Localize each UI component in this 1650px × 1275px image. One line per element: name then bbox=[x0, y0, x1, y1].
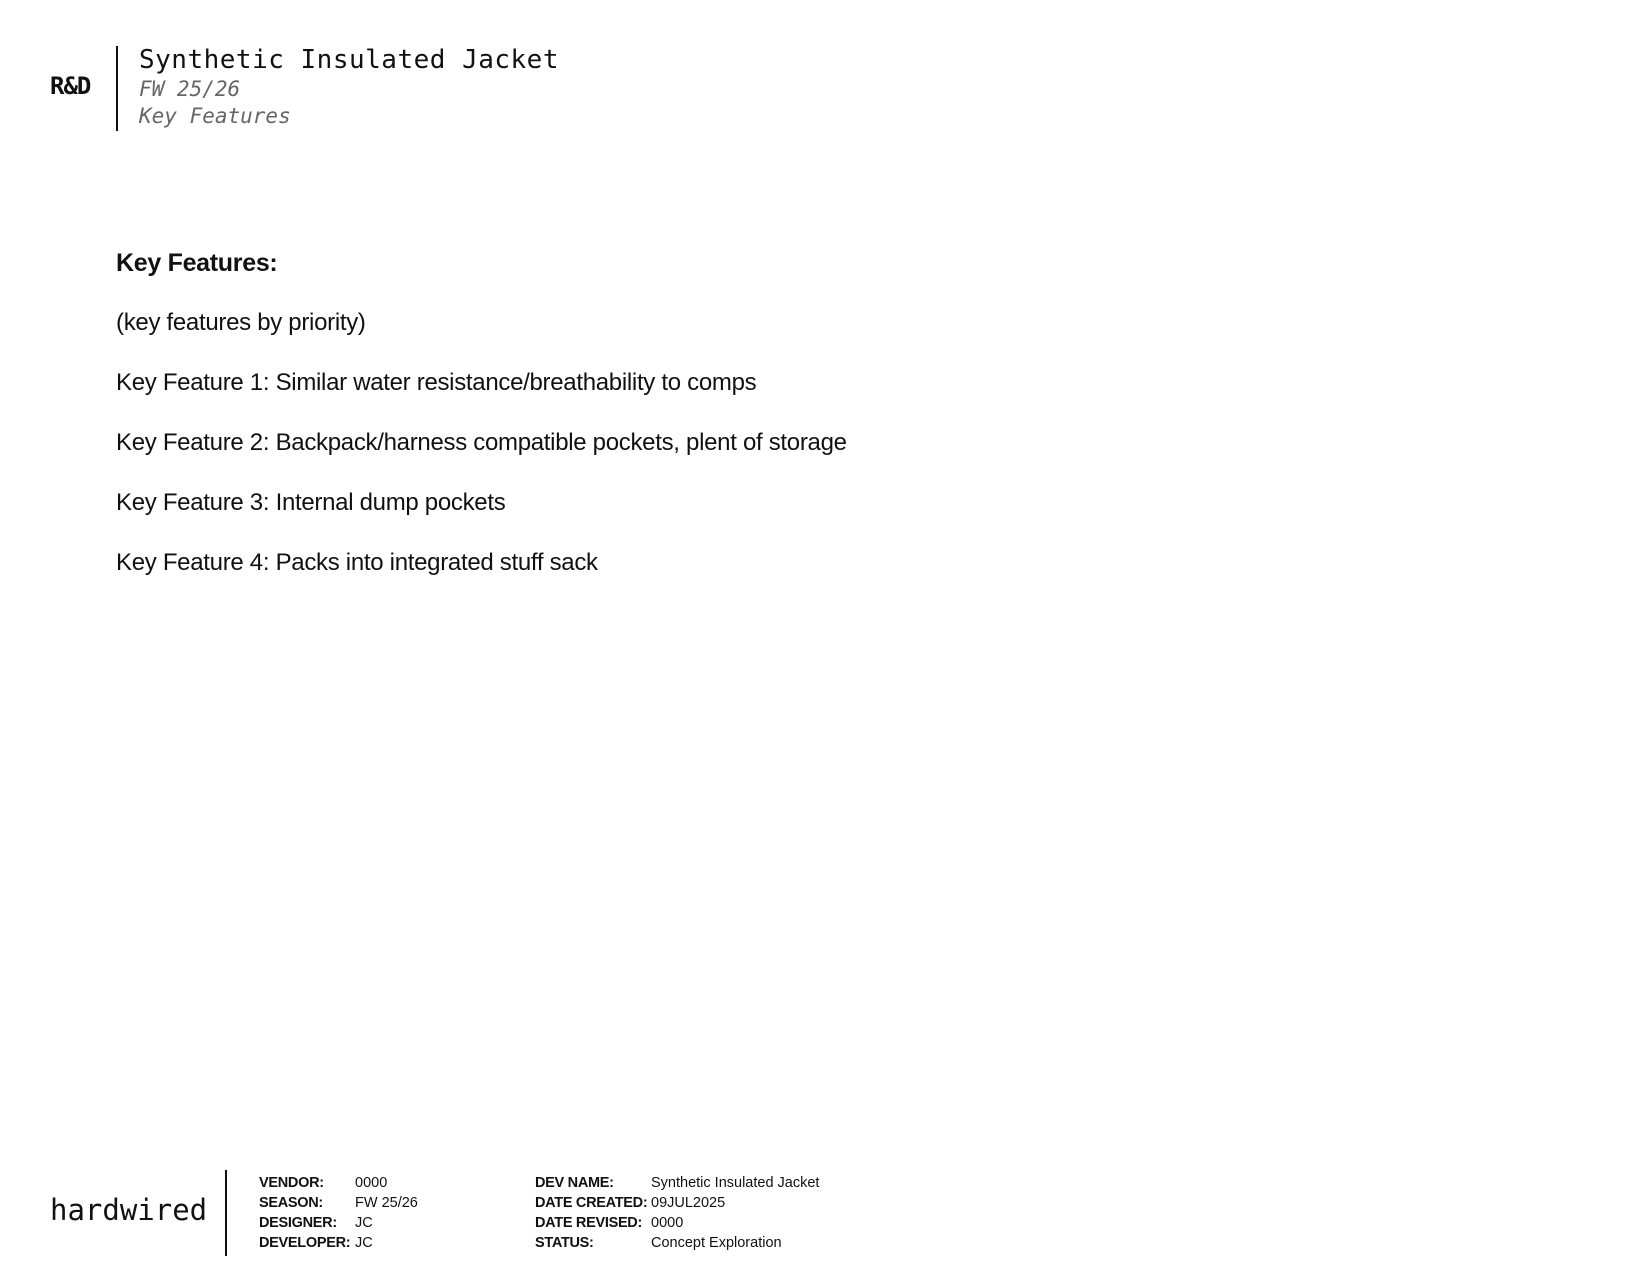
key-feature-3: Key Feature 3: Internal dump pockets bbox=[116, 489, 506, 516]
footer-info-left bbox=[259, 1173, 418, 1253]
brand-tag: R&D bbox=[50, 72, 91, 100]
designer-value: JC bbox=[355, 1215, 373, 1231]
section-subtitle: Key Features bbox=[139, 104, 291, 128]
footer-row-status bbox=[535, 1233, 819, 1253]
dev-name-value: Synthetic Insulated Jacket bbox=[651, 1175, 820, 1191]
vendor-value: 0000 bbox=[355, 1175, 388, 1191]
footer-row-season bbox=[259, 1193, 418, 1213]
footer-row-dev-name bbox=[535, 1173, 819, 1193]
key-feature-4: Key Feature 4: Packs into integrated stuff sack bbox=[116, 549, 598, 576]
developer-label: DEVELOPER: bbox=[259, 1235, 351, 1251]
season-value: FW 25/26 bbox=[355, 1195, 418, 1211]
developer-value: JC bbox=[355, 1235, 373, 1251]
footer-row-date-created bbox=[535, 1193, 819, 1213]
priority-note: (key features by priority) bbox=[116, 309, 366, 336]
key-feature-1: Key Feature 1: Similar water resistance/breathability to comps bbox=[116, 369, 757, 396]
date-created-label: DATE CREATED: bbox=[535, 1195, 648, 1211]
vendor-label: VENDOR: bbox=[259, 1175, 324, 1191]
date-revised-value: 0000 bbox=[651, 1215, 684, 1231]
key-feature-2: Key Feature 2: Backpack/harness compatible pockets, plent of storage bbox=[116, 429, 847, 456]
footer-row-date-revised bbox=[535, 1213, 819, 1233]
footer-row-developer bbox=[259, 1233, 418, 1253]
hardwired-logo: hardwired bbox=[50, 1193, 208, 1227]
footer-divider bbox=[225, 1170, 227, 1256]
status-value: Concept Exploration bbox=[651, 1235, 782, 1251]
footer-row-designer bbox=[259, 1213, 418, 1233]
footer-info-right bbox=[535, 1173, 819, 1253]
key-features-heading: Key Features: bbox=[116, 249, 278, 277]
designer-label: DESIGNER: bbox=[259, 1215, 337, 1231]
page-title: Synthetic Insulated Jacket bbox=[139, 45, 559, 75]
header-block bbox=[139, 44, 559, 130]
season-label: SEASON: bbox=[259, 1195, 323, 1211]
date-created-value: 09JUL2025 bbox=[651, 1195, 726, 1211]
key-features-section bbox=[116, 246, 847, 606]
date-revised-label: DATE REVISED: bbox=[535, 1215, 643, 1231]
dev-name-label: DEV NAME: bbox=[535, 1175, 614, 1191]
status-label: STATUS: bbox=[535, 1235, 594, 1251]
season-subtitle: FW 25/26 bbox=[139, 77, 241, 101]
header-divider bbox=[116, 46, 118, 131]
footer-row-vendor bbox=[259, 1173, 418, 1193]
